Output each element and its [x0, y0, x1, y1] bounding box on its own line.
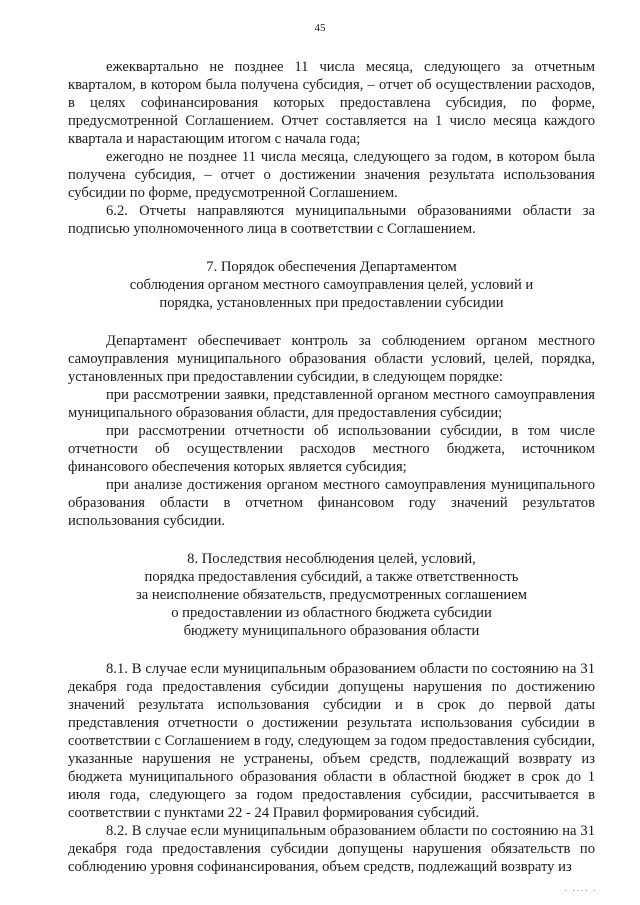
paragraph-reporting-review: при рассмотрении отчетности об использовании субсидии, в том числе отчетности об осуществлении расходов местного бюджета, источником финансового обеспечения которых является субсидия; — [68, 423, 595, 475]
section-7-title-line: порядка, установленных при предоставлении субсидии — [159, 295, 504, 311]
section-8-title-line: порядка предоставления субсидий, а также ответственность — [144, 569, 519, 585]
section-7-title-line: соблюдения органом местного самоуправления целей, условий и — [129, 277, 534, 293]
paragraph-department-control: Департамент обеспечивает контроль за соблюдением органом местного самоуправления муниципального образования области условий, целей, порядка, установленных при предоставлении субсидии, в следующем порядке: — [68, 333, 595, 385]
paragraph-results-analysis: при анализе достижения органом местного самоуправления муниципального образования области в отчетном финансовом году значений результатов использования субсидии. — [68, 477, 595, 529]
paragraph-application-review: при рассмотрении заявки, представленной органом местного самоуправления муниципального образования области, для предоставления субсидии; — [68, 387, 595, 421]
paragraph-annual-report: ежегодно не позднее 11 числа месяца, следующего за годом, в котором была получена субсидия, – отчет о достижении значения результата использования субсидии по форме, предусмотренной Соглашением. — [68, 149, 595, 201]
section-8-title — [68, 550, 595, 640]
section-8-title-line: бюджету муниципального образования области — [183, 623, 480, 639]
paragraph-quarterly-report: ежеквартально не позднее 11 числа месяца, следующего за отчетным кварталом, в котором была получена субсидия, – отчет об осуществлении расходов, в целях софинансирования которых предоставлена субсидия, по форме, предусмотренной Соглашением. Отчет составляется на 1 число месяца каждого квартала и нарастающим итогом с начала года; — [68, 59, 595, 147]
document-body — [68, 58, 595, 876]
page-number: 45 — [314, 22, 326, 34]
paragraph-8-2: 8.2. В случае если муниципальным образованием области по состоянию на 31 декабря года предоставления субсидии допущены нарушения обязательств по соблюдению уровня софинансирования, объем средств, подлежащий возврату из — [68, 823, 595, 875]
paragraph-8-1: 8.1. В случае если муниципальным образованием области по состоянию на 31 декабря года предоставления субсидии допущены нарушения по достижению значений результата использования субсидии и в срок до первой даты представления отчетности о достижении результата использования субсидии в соответствии с Соглашением в году, следующем за годом предоставления субсидии, указанные нарушения не устранены, объем средств, подлежащий возврату из бюджета муниципального образования области в областной бюджет в срок до 1 июля года, следующего за годом предоставления субсидии, рассчитывается в соответствии с пунктами 22 - 24 Правил формирования субсидий. — [68, 661, 595, 821]
section-7-title-line: 7. Порядок обеспечения Департаментом — [206, 259, 457, 275]
section-8-title-line: 8. Последствия несоблюдения целей, условий, — [187, 551, 476, 567]
section-8-title-line: о предоставлении из областного бюджета субсидии — [171, 605, 492, 621]
section-8-title-line: за неисполнение обязательств, предусмотренных соглашением — [136, 587, 527, 603]
scan-marks: . .... . — [564, 883, 598, 893]
section-7-title — [68, 258, 595, 312]
paragraph-6-2: 6.2. Отчеты направляются муниципальными образованиями области за подписью уполномоченного лица в соответствии с Соглашением. — [68, 203, 595, 237]
